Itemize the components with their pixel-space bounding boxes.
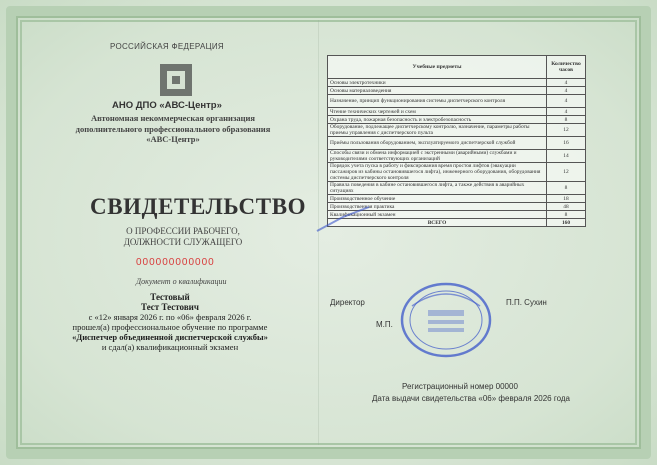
subject-cell: Правила поведения в кабине остановившегося лифта, а также действия в аварийных ситуациях [328,182,547,195]
registration-number: Регистрационный номер 00000 [402,382,518,391]
table-row [328,87,586,95]
subject-header: Учебные предметы [328,56,547,79]
certificate-subtitle: О ПРОФЕССИИ РАБОЧЕГО, ДОЛЖНОСТИ СЛУЖАЩЕГО [123,226,243,247]
subject-cell: Способы связи и обмена информацией с экстренными (аварийными) службами и руководителями соответствующих организаций [328,150,547,163]
hours-cell: 12 [547,163,586,182]
director-name: П.П. Сухин [506,298,547,307]
holder-name: Тест Тестович [141,302,199,312]
training-line: прошел(а) профессиональное обучение по программе [72,322,268,332]
certificate-title: СВИДЕТЕЛЬСТВО [90,194,307,219]
subject-cell: Приёмы пользования оборудованием, эксплуатируемого диспетчерской службой [328,137,547,150]
subject-cell: Квалификационный экзамен [328,211,547,219]
table-row [328,95,586,108]
total-hours: 160 [547,219,586,227]
total-label: ВСЕГО [328,219,547,227]
hours-cell: 18 [547,195,586,203]
exam-line: и сдал(а) квалификационный экзамен [101,342,239,352]
table-row [328,79,586,87]
training-period: с «12» января 2026 г. по «06» февраля 2026 г. [88,312,252,322]
director-label: Директор [330,298,365,307]
hours-cell: 14 [547,150,586,163]
subject-cell: Производственное обучение [328,195,547,203]
stamp-mark [313,197,373,237]
hours-header: Количество часов [547,56,586,79]
table-row [328,182,586,195]
table-header [328,56,586,79]
seal-icon [398,280,494,360]
program-name: «Диспетчер объединенной диспетчерской службы» [72,332,268,342]
hours-cell: 8 [547,182,586,195]
hours-cell: 16 [547,137,586,150]
hours-cell: 4 [547,79,586,87]
hours-cell: 4 [547,87,586,95]
table-row [328,124,586,137]
hours-cell: 12 [547,124,586,137]
seal-place-label: М.П. [376,320,393,329]
subject-cell: Охрана труда, пожарная безопасность и электробезопасность [328,116,547,124]
org-short-name: АНО ДПО «АВС-Центр» [112,100,222,111]
table-row [328,163,586,182]
holder-surname: Тестовый [150,292,190,302]
federation-label: РОССИЙСКАЯ ФЕДЕРАЦИЯ [110,42,224,51]
serial-number: 000000000000 [136,257,215,268]
subject-cell: Порядок учета пуска в работу и фиксирования время простоя лифтов (эвакуации пассажиров из кабины остановившегося лифта), инженерного оборудования, оборудования системы диспетчерского контроля [328,163,547,182]
logo-icon [158,62,194,98]
hours-cell: 8 [547,116,586,124]
hours-cell: 48 [547,203,586,211]
table-row [328,150,586,163]
table-row [328,116,586,124]
hours-cell: 4 [547,108,586,116]
subject-cell: Основы материаловедения [328,87,547,95]
subject-cell: Производственная практика [328,203,547,211]
table-row [328,137,586,150]
table-row [328,108,586,116]
subject-cell: Чтение технических чертежей и схем [328,108,547,116]
document-type: Документ о квалификации [136,277,227,286]
hours-cell: 8 [547,211,586,219]
hours-cell: 4 [547,95,586,108]
issue-date: Дата выдачи свидетельства «06» февраля 2026 года [372,394,570,403]
subject-cell: Назначение, принцип функционирования системы диспетчерского контроля [328,95,547,108]
subject-cell: Оборудование, подлежащее диспетчерскому контролю, назначение, параметры работы приемы управления с диспетчерского пульта [328,124,547,137]
org-full-name: Автономная некоммерческая организация дополнительного профессионального образования «АВС-Центр» [75,113,271,144]
holder-block [40,292,300,352]
subject-cell: Основы электротехники [328,79,547,87]
